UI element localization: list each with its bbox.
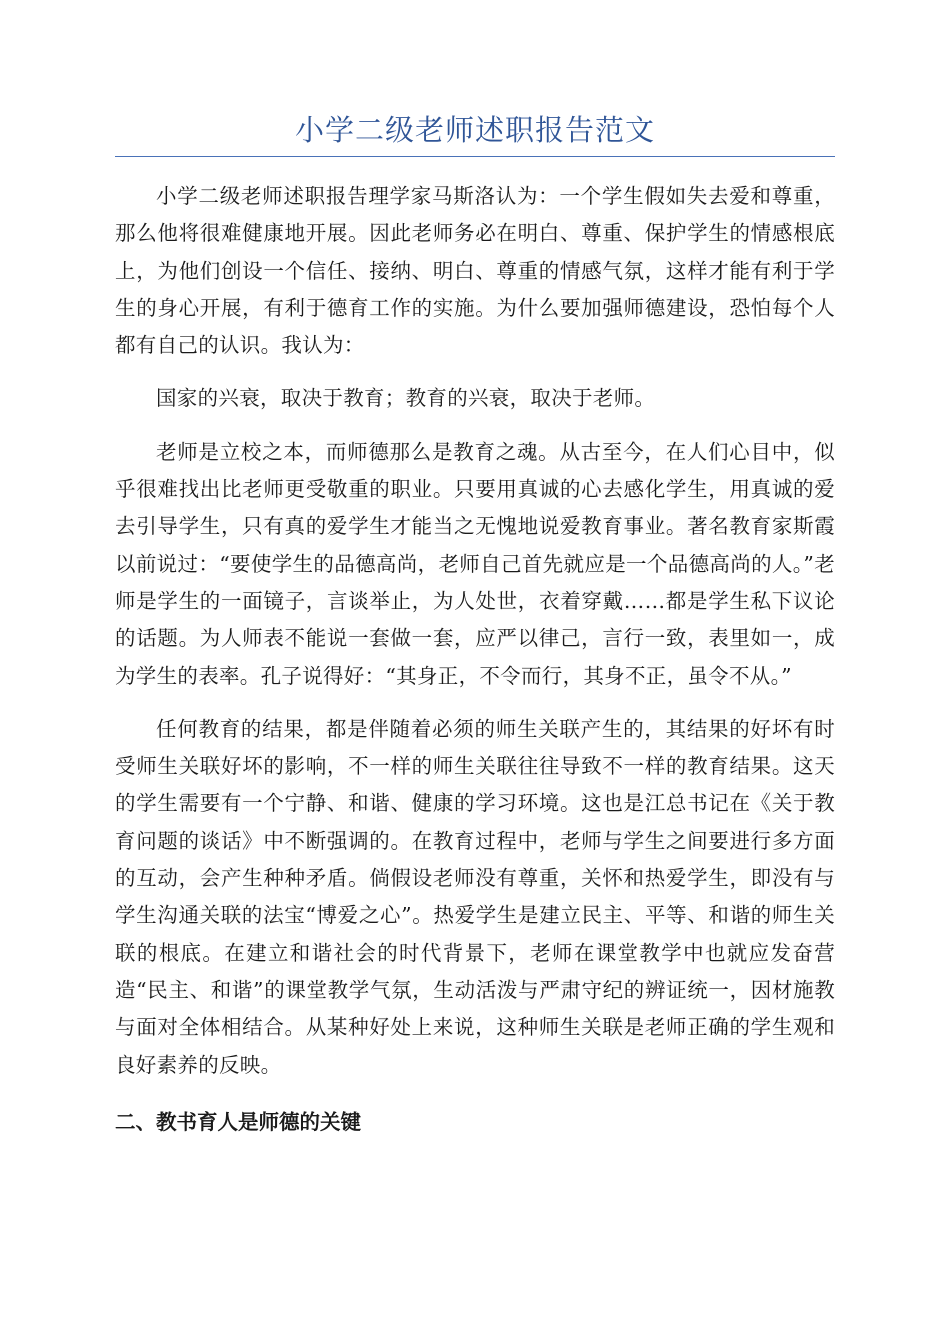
paragraph-teacher-ethics: 老师是立校之本，而师德那么是教育之魂。从古至今，在人们心目中，似乎很难找出比老师更受敬重的职业。只要用真诚的心去感化学生，用真诚的爱去引导学生，只有真的爱学生才能当之无愧地说爱教育事业。著名教育家斯霞以前说过：“要使学生的品德高尚，老师自己首先就应是一个品德高尚的人。”老师是学生的一面镜子，言谈举止，为人处世，衣着穿戴……都是学生私下议论的话题。为人师表不能说一套做一套，应严以律己，言行一致，表里如一，成为学生的表率。孔子说得好：“其身正，不令而行，其身不正，虽令不从。”: [115, 439, 835, 688]
document-body: [115, 178, 835, 1141]
paragraph-intro: 小学二级老师述职报告理学家马斯洛认为：一个学生假如失去爱和尊重，那么他将很难健康地开展。因此老师务必在明白、尊重、保护学生的情感根底上，为他们创设一个信任、接纳、明白、尊重的情感气氛，这样才能有利于学生的身心开展，有利于德育工作的实施。为什么要加强师德建设，恐怕每个人都有自己的认识。我认为：: [115, 184, 835, 358]
document-title: 小学二级老师述职报告范文: [115, 108, 835, 157]
section-heading: 二、教书育人是师德的关键: [115, 1109, 361, 1134]
document-page: [115, 108, 835, 1141]
paragraph-quote: 国家的兴衰，取决于教育；教育的兴衰，取决于老师。: [156, 386, 656, 411]
paragraph-teacher-student-relation: 任何教育的结果，都是伴随着必须的师生关联产生的，其结果的好坏有时受师生关联好坏的影响，不一样的师生关联往往导致不一样的教育结果。这天的学生需要有一个宁静、和谐、健康的学习环境。这也是江总书记在《关于教育问题的谈话》中不断强调的。在教育过程中，老师与学生之间要进行多方面的互动，会产生种种矛盾。倘假设老师没有尊重，关怀和热爱学生，即没有与学生沟通关联的法宝“博爱之心”。热爱学生是建立民主、平等、和谐的师生关联的根底。在建立和谐社会的时代背景下，老师在课堂教学中也就应发奋营造“民主、和谐”的课堂教学气氛，生动活泼与严肃守纪的辨证统一，因材施教与面对全体相结合。从某种好处上来说，这种师生关联是老师正确的学生观和良好素养的反映。: [115, 716, 835, 1077]
